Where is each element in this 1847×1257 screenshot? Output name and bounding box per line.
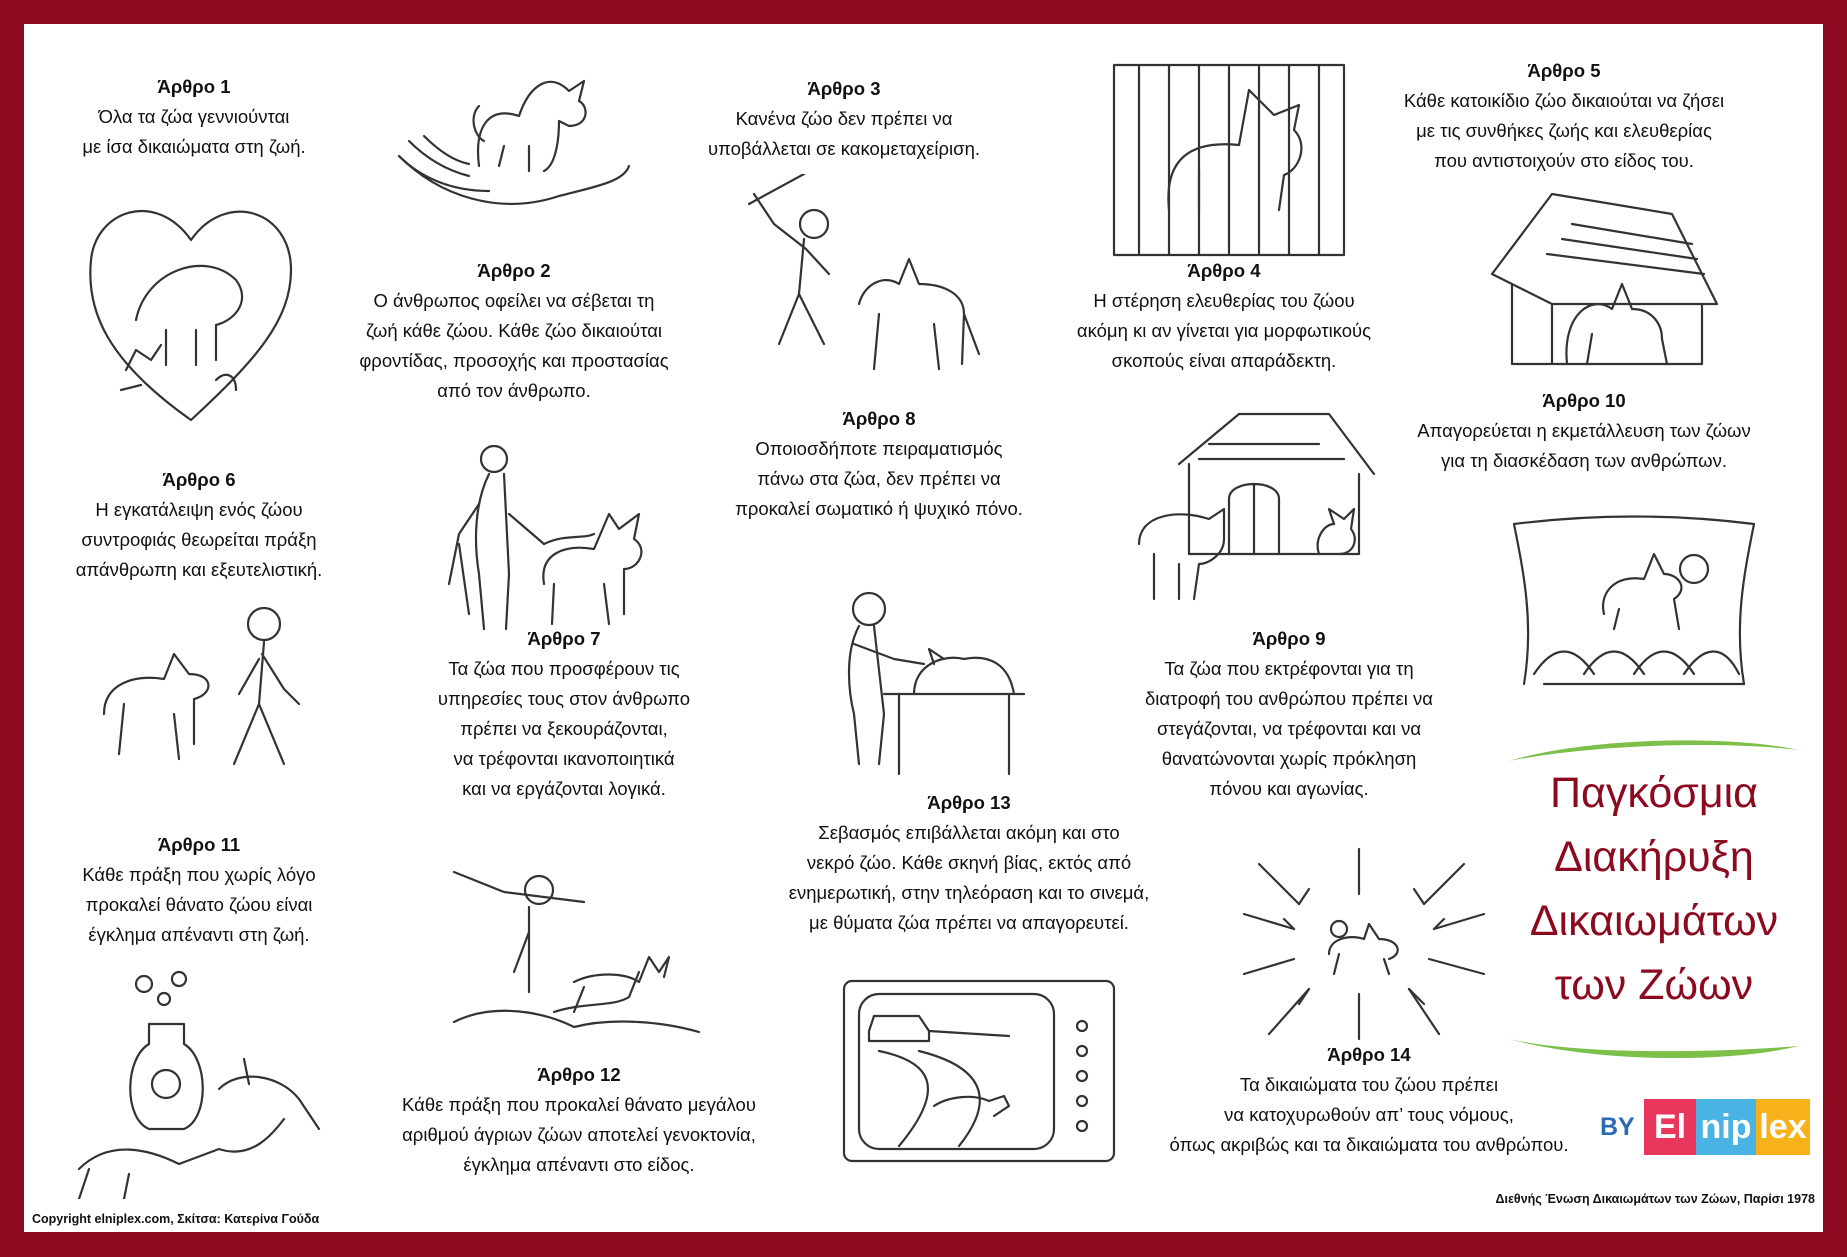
logo-tile-lex: lex bbox=[1756, 1099, 1810, 1155]
article-heading: Άρθρο 13 bbox=[927, 792, 1011, 813]
article-heading: Άρθρο 6 bbox=[162, 469, 236, 490]
swoosh-bottom bbox=[1504, 1034, 1804, 1064]
title-line-1: Παγκόσμια bbox=[1549, 769, 1759, 817]
article-text: Οποιοσδήποτε πειραματισμός πάνω στα ζώα, δεν πρέπει να προκαλεί σωματικό ή ψυχικό πόνο. bbox=[735, 438, 1023, 519]
logo-by: BY bbox=[1600, 1113, 1635, 1141]
caged-dog-icon bbox=[1109, 60, 1349, 260]
hunter-deer-icon bbox=[444, 862, 704, 1042]
article-6 bbox=[54, 465, 344, 585]
title-line-2: Διακήρυξη bbox=[1554, 833, 1754, 881]
circus-dog-icon bbox=[1504, 514, 1764, 694]
article-heading: Άρθρο 3 bbox=[807, 78, 881, 99]
article-text: Η στέρηση ελευθερίας του ζώου ακόμη κι αν γίνεται για μορφωτικούς σκοπούς είναι απαράδεκτη. bbox=[1076, 290, 1372, 371]
article-heading: Άρθρο 11 bbox=[157, 834, 241, 855]
copyright-text: Copyright elniplex.com, Σκίτσα: Κατερίνα Γούδα bbox=[32, 1212, 320, 1226]
title-line-4: των Ζώων bbox=[1554, 961, 1754, 1009]
article-text: Τα δικαιώματα του ζώου πρέπει να κατοχυρωθούν απ’ τους νόμους, όπως ακριβώς και τα δικαιώματα του ανθρώπου. bbox=[1169, 1074, 1569, 1155]
guide-dog-icon bbox=[434, 444, 664, 634]
heart-animals-icon bbox=[66, 170, 316, 440]
article-1 bbox=[64, 72, 324, 162]
article-13 bbox=[769, 788, 1169, 938]
article-heading: Άρθρο 5 bbox=[1527, 60, 1601, 81]
poison-bottle-icon bbox=[69, 969, 329, 1199]
article-heading: Άρθρο 2 bbox=[477, 260, 551, 281]
article-heading: Άρθρο 9 bbox=[1252, 628, 1326, 649]
article-10 bbox=[1404, 386, 1764, 476]
article-text: Η εγκατάλειψη ενός ζώου συντροφιάς θεωρείται πράξη απάνθρωπη και εξευτελιστική. bbox=[75, 499, 323, 580]
source-text: Διεθνής Ένωση Δικαιωμάτων των Ζώων, Παρίσι 1978 bbox=[1495, 1192, 1815, 1206]
farm-pig-icon bbox=[1129, 404, 1379, 604]
article-text: Κάθε πράξη που χωρίς λόγο προκαλεί θάνατο ζώου είναι έγκλημα απέναντι στη ζωή. bbox=[82, 864, 316, 945]
article-heading: Άρθρο 4 bbox=[1187, 260, 1261, 281]
doghouse-dog-icon bbox=[1472, 184, 1722, 384]
article-heading: Άρθρο 7 bbox=[527, 628, 601, 649]
article-8 bbox=[719, 404, 1039, 524]
article-heading: Άρθρο 1 bbox=[157, 76, 231, 97]
swoosh-top bbox=[1504, 736, 1804, 766]
hand-dog-icon bbox=[379, 46, 639, 246]
article-text: Κάθε κατοικίδιο ζώο δικαιούται να ζήσει με τις συνθήκες ζωής και ελευθερίας που αντιστοιχούν στο είδος του. bbox=[1403, 90, 1725, 171]
article-3 bbox=[679, 74, 1009, 164]
hands-circle-icon bbox=[1239, 844, 1489, 1044]
abandoned-dog-icon bbox=[84, 594, 334, 794]
article-7 bbox=[404, 624, 724, 804]
logo-tile-el: El bbox=[1644, 1099, 1696, 1155]
article-text: Όλα τα ζώα γεννιούνται με ίσα δικαιώματα στη ζωή. bbox=[82, 106, 306, 157]
article-5 bbox=[1364, 56, 1764, 176]
article-11 bbox=[64, 830, 334, 950]
article-text: Σεβασμός επιβάλλεται ακόμη και στο νεκρό ζώο. Κάθε σκηνή βίας, εκτός από ενημερωτική, στην τηλεόραση και το σινεμά, με θύματα ζώα πρέπει να απαγορευτεί. bbox=[788, 822, 1150, 933]
article-heading: Άρθρο 10 bbox=[1542, 390, 1626, 411]
article-heading: Άρθρο 12 bbox=[537, 1064, 621, 1085]
article-heading: Άρθρο 8 bbox=[842, 408, 916, 429]
article-text: Τα ζώα που εκτρέφονται για τη διατροφή του ανθρώπου πρέπει να στεγάζονται, να τρέφονται και να θανατώνονται χωρίς πρόκληση πόνου και αγωνίας. bbox=[1145, 658, 1433, 799]
article-text: Κάθε πράξη που προκαλεί θάνατο μεγάλου αριθμού άγριων ζώων αποτελεί γενοκτονία, έγκλημα απέναντι στο είδος. bbox=[402, 1094, 756, 1175]
article-text: Κανένα ζώο δεν πρέπει να υποβάλλεται σε κακομεταχείριση. bbox=[707, 108, 981, 159]
vet-table-icon bbox=[814, 584, 1044, 784]
article-heading: Άρθρο 14 bbox=[1327, 1044, 1411, 1065]
poster-title bbox=[1504, 736, 1804, 1076]
title-line-3: Δικαιωμάτων bbox=[1529, 897, 1779, 945]
elniplex-logo bbox=[1600, 1099, 1810, 1155]
logo-tile-nip: nip bbox=[1696, 1099, 1756, 1155]
article-text: Ο άνθρωπος οφείλει να σέβεται τη ζωή κάθε ζώου. Κάθε ζώο δικαιούται φροντίδας, προσοχής και προστασίας από τον άνθρωπο. bbox=[359, 290, 669, 401]
poster-sheet bbox=[24, 24, 1823, 1232]
tv-icon bbox=[839, 976, 1119, 1166]
man-beating-dog-icon bbox=[744, 174, 984, 384]
article-text: Απαγορεύεται η εκμετάλλευση των ζώων για τη διασκέδαση των ανθρώπων. bbox=[1417, 420, 1751, 471]
article-9 bbox=[1104, 624, 1474, 804]
article-12 bbox=[369, 1060, 789, 1180]
article-text: Τα ζώα που προσφέρουν τις υπηρεσίες τους στον άνθρωπο πρέπει να ξεκουράζονται, να τρέφονται ικανοποιητικά και να εργάζονται λογικά. bbox=[437, 658, 691, 799]
article-4 bbox=[1049, 256, 1399, 376]
article-2 bbox=[344, 256, 684, 406]
